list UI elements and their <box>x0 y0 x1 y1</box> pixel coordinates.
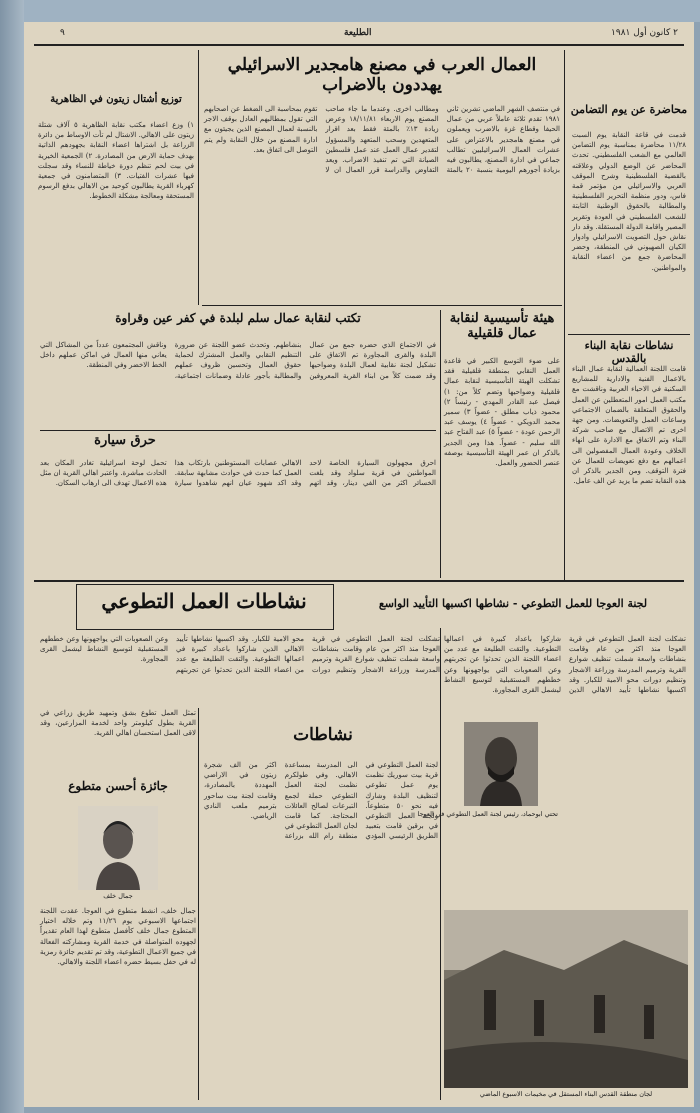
newspaper-page <box>24 22 694 1107</box>
headline-builders: نشاطات نقابة البناء بالقدس <box>584 339 674 365</box>
article-activities: لجنة العمل التطوعي في قرية بيت سوريك نظمت يوم عمل تطوعي لتنظيف البلدة وشارك فيه نحو ٥٠ متطوعاً. ولجنة العمل التطوعي في برقين قامت بتعبيد الطريق الرئيسي المؤدي الى المدرسة بمساعدة الاهالي. وفي طولكرم نظمت لجنة العمل التطوعي حملة لجمع التبرعات لصالح العائلات المحتاجة. كما قامت لجان العمل التطوعي في منطقة رام الله بزراعة اكثر من الف شجرة زيتون في الاراضي المهددة بالمصادرة، وقامت لجنة بيت ساحور بترميم ملعب النادي الرياضي. <box>204 761 439 841</box>
column-divider <box>198 708 199 1100</box>
column-divider <box>440 310 441 578</box>
headline-car-fire: حرق سيارة <box>94 433 156 448</box>
headline-olive-trees: توزيع أشتال زيتون في الظاهرية <box>50 94 182 105</box>
portrait-caption: جمال خلف <box>103 892 133 900</box>
volunteer-portrait-photo <box>78 806 158 890</box>
section-name: الطليعة <box>344 28 372 38</box>
issue-date: ٢ كانون أول ١٩٨١ <box>611 28 678 38</box>
header-rule <box>34 44 684 46</box>
section-rule <box>202 305 562 306</box>
article-volunteer-committee: تشكلت لجنة العمل التطوعي في قرية العوجا منذ اكثر من عام وقامت بنشاطات واسعة شملت تنظيف شوارع القرية وترميم المدرسة وزراعة الاشجار وتنظيم دورات محو الامية للكبار. وقد اكسبها نشاطها تأييد الاهالي الذين شاركوا باعداد كبيرة في اعمالها التطوعية. والتقت الطليعة مع عدد من اعضاء اللجنة الذين تحدثوا عن تجربتهم وعن الصعوبات التي يواجهونها وعن خططهم المستقبلية لتوسيع النشاط ليشمل القرى المجاورة. <box>444 635 686 695</box>
article-car-fire: احرق مجهولون السيارة الخاصة لاحد المواطنين في قرية سلواد وقد بلغت الخسائر اكثر من الفي دينار، وقد اتهم الاهالي عصابات المستوطنين بارتكاب هذا العمل كما حدث في حوادث مشابهة سابقة. وقد اكد شهود عيان انهم شاهدوا سيارة تحمل لوحة اسرائيلية تغادر المكان بعد الحادث مباشرة. واعتبر اهالي القرية ان مثل هذه الاعمال تهدف الى ارهاب السكان. <box>40 459 436 488</box>
article-builders: قامت اللجنة العمالية لنقابة عمال البناء بالاعمال الفنية والادارية للمشاريع السكنية في الاحياء العربية وناقشت مع مكتب العمل امور المتعطلين عن العمل والحقوق المتعلقة بالضمان الاجتماعي وساعات العمل والتعويضات. ومن جهة اخرى تم الاتصال مع صاحب شركة البناء وتم الاتفاق مع الادارة على انهاء الخلاف وعودة العمال المفصولين الى اعمالهم مع دفع تعويضات للعمال عن فترة التوقف. ومن الجدير بالذكر ان هذه النقابة تضم ما يزيد عن الف عامل. <box>572 365 686 486</box>
volunteer-banner-title: نشاطات العمل التطوعي <box>101 589 307 613</box>
article-founding-committee: على ضوء التوسع الكبير في قاعدة العمل النقابي بمنطقة قلقيلية فقد تشكلت الهيئة التأسيسية لنقابة عمال قلقيلية وضواحيها وتضم كلاً من: ١) فيصل عبد القادر المهدي - رئيساً ٢) محمود ذياب مطلق - عضواً ٣) سمير محمد الدويكي - عضواً ٤) يوسف عبد الرحمن عودة - عضواً ٥) عبد الفتاح عبد الله سليم - عضواً. هذا ومن الجدير بالذكر ان عمر الهيئة التأسيسية بوصفه عنصر الحضور والعمل. <box>444 357 561 468</box>
article-workers-threat: في منتصف الشهر الماضي تشرين ثاني ١٩٨١ تقدم ثلاثة عاملاً عربي من عمال الحيفا وقطاع غزة بالاضرب ويعملون في مصنع هامجدير بالاعتراض على عشرات العمال الاسرائيليين تطالب جماعي في ادارة المصنع، يطالبون فيه بزيادة أجورهم اليومية بنسبة ٢٠ بالمئة ومطالب اخرى. وعندما ما جاء صاحب المصنع يوم الاربعاء ١٨/١١/٨١ وعرض زيادة ١٣٪ بالمئة فقط بعد اقرار المتعهدين وسحب المتعهد والمسؤول لتقدير عمال العمل عند عمل فلسطين الصيانة التي تم تنفيذ الاضراب. ويعد التفاوض والدراسة قرر العمال ان لا تقوم بمحاسبة الى الضغط عن اصحابهم التي تقول بمطالبهم العادل بوقف الاجر بالنسبة لعمال المصنع الذين يجيئون مع ادارة المصنع من خلال النقابة ولم يتم التوصل الى اتفاق بعد. <box>204 105 560 175</box>
headline-union: تكتب لنقابة عمال سلم لبلدة في كفر عين وقراوة <box>115 311 361 325</box>
side-note: تمثل العمل تطوع بشق وتمهيد طريق زراعي في القرية بطول كيلومتر واحد لخدمة المزارعين، وقد لاقى العمل استحسان اهالي القرية. <box>40 709 196 738</box>
headline-volunteer-committee: لجنة العوجا للعمل التطوعي - نشاطها اكسبها التأييد الواسع <box>378 597 648 610</box>
committee-head-photo <box>464 722 538 806</box>
headline-founding-committee: هيئة تأسيسية لنقابة عمال قلقيلية <box>449 311 555 341</box>
headline-best-volunteer: جائزة أحسن متطوع <box>68 779 168 793</box>
committee-head-caption: تحتي ابوحماد، رئيس لجنة العمل التطوعي في العوجا <box>417 810 558 818</box>
article-best-volunteer: جمال خلف، انشط متطوع في العوجا. عقدت اللجنة اجتماعها الاسبوعي يوم ١١/٢٦ وتم خلاله اختيار المتطوع جمال خلف كأفضل متطوع لهذا العام تقديراً لجهوده المتواصلة في خدمة القرية ومشاركته الفعالة في جميع الاعمال التطوعية، وقد تم تقديم جائزة رمزية له في حفل بسيط حضره اعضاء اللجنة والاهالي. <box>40 907 196 967</box>
volunteer-work-photo <box>444 910 688 1088</box>
page-top-edge <box>0 0 700 22</box>
section-rule <box>40 430 436 431</box>
article-volunteer-intro: تشكلت لجنة العمل التطوعي في قرية العوجا منذ اكثر من عام وقامت بنشاطات واسعة شملت تنظيف شوارع القرية وترميم المدرسة وزراعة الاشجار وتنظيم دورات محو الامية للكبار. وقد اكسبها نشاطها تأييد الاهالي الذين شاركوا باعداد كبيرة في اعمالها التطوعية. والتقت الطليعة مع عدد من اعضاء اللجنة الذين تحدثوا عن تجربتهم وعن الصعوبات التي يواجهونها وعن خططهم المستقبلية لتوسيع النشاط ليشمل القرى المجاورة. <box>40 635 440 674</box>
section-rule <box>34 580 684 582</box>
section-rule <box>568 334 690 335</box>
headline-workers-threat: العمال العرب في مصنع هامجدير الاسرائيلي يهددون بالاضراب <box>227 55 537 95</box>
column-divider <box>440 628 441 1100</box>
bottom-photo-caption: لجان منطقة القدس البناء المستقل في مخيمات الاسبوع الماضي <box>479 1090 653 1098</box>
column-divider <box>198 50 199 305</box>
article-olive-trees: ١) وزع اعضاء مكتب نقابة الظاهرية ٥ آلاف شتلة زيتون على الاهالي. الاشتال لم تأت الاوساط من دائرة الزراعة بل اشتراها اعضاء النقابة بجهودهم الذاتية بهدف حماية الارض من المصادرة. ٢) الجمعية الخيرية في بيت لحم تنظم دورة خياطة للنساء وقد سجلت فيها عشرات الفتيات. ٣) المتضامنون في جمعية كهرباء القرية يطالبون كوحيد من الاهالي بدفع الرسوم المستحقة ومعالجة مشكلة الخطوط. <box>38 121 195 201</box>
article-lecture: قدمت في قاعة النقابة يوم السبت ١١/٢٨ محاضرة بمناسبة يوم التضامن العالمي مع الشعب الفلسطيني. تحدث المحاضر عن الوضع الدولي وعلاقته بالقضية الفلسطينية وشرح الموقف العربي والاسرائيلي من مؤتمر قمة فاس، ودور منظمة التحرير الفلسطينية والمطالبة بالحقوق الوطنية الثابتة للشعب الفلسطيني في العودة وتقرير المصير واقامة الدولة المستقلة. وقد دار نقاش حول التصويت الاسرائيلي وادوار الكيان الصهيوني في المنطقة، وحضر المحاضرة جمع من اعضاء النقابة والمواطنين. <box>572 131 686 272</box>
binding-edge <box>0 0 24 1113</box>
column-divider <box>564 50 565 580</box>
headline-activities: نشاطات <box>293 725 353 745</box>
article-union: في الاجتماع الذي حضره جمع من عمال البلدة والقرى المجاورة تم الاتفاق على تشكيل لجنة نقابية لعمال البلدة وضواحيها وقد ضمت كلاً من ابناء القرية المعروفين بنشاطهم. وتحدث عضو اللجنة عن ضرورة التنظيم النقابي والعمل المشترك لحماية حقوق العمال وتحسين ظروف عملهم والمطالبة بأجور عادلة وضمانات اجتماعية، وناقش المجتمعون عدداً من المشاكل التي يعاني منها العمال في اماكن عملهم داخل الخط الاخضر وفي المنطقة. <box>40 341 436 380</box>
page-number: ٩ <box>60 28 65 38</box>
headline-lecture: محاضرة عن يوم التضامن <box>570 103 688 116</box>
